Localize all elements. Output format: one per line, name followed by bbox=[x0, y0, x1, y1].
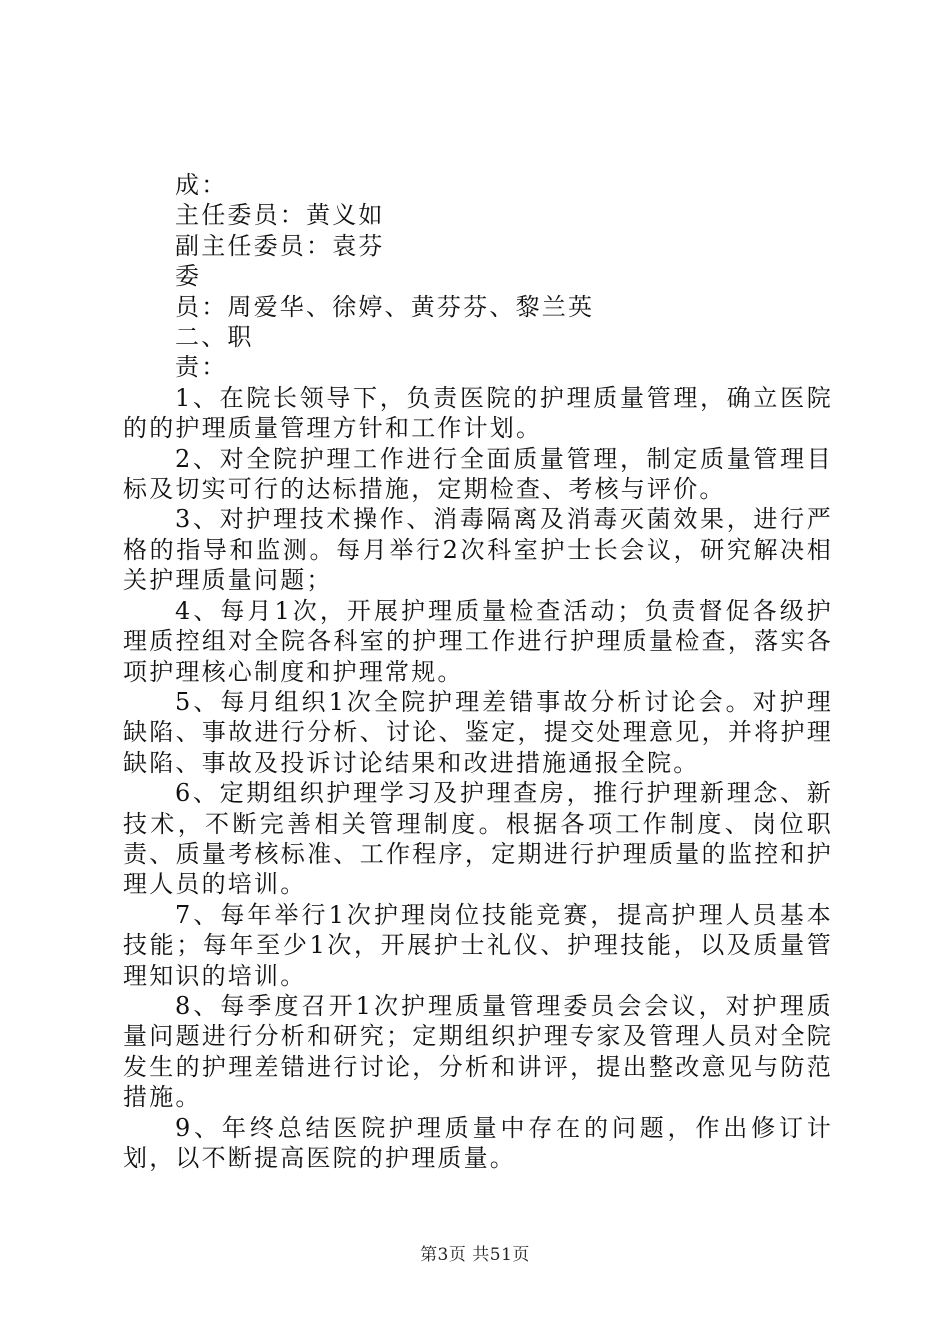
duty-paragraph: 9、年终总结医院护理质量中存在的问题，作出修订计划，以不断提高医院的护理质量。 bbox=[123, 1113, 833, 1172]
header-line: 副主任委员：袁芬 bbox=[175, 231, 385, 260]
header-line: 员：周爱华、徐婷、黄芬芬、黎兰英 bbox=[175, 292, 595, 321]
header-line: 主任委员：黄义如 bbox=[175, 201, 385, 230]
duty-paragraph: 7、每年举行1次护理岗位技能竞赛，提高护理人员基本技能；每年至少1次，开展护士礼仪、护理技能，以及质量管理知识的培训。 bbox=[123, 900, 833, 990]
duty-paragraph: 1、在院长领导下，负责医院的护理质量管理，确立医院的的护理质量管理方针和工作计划。 bbox=[123, 383, 833, 443]
duty-paragraph: 6、定期组织护理学习及护理查房，推行护理新理念、新技术，不断完善相关管理制度。根据各项工作制度、岗位职责、质量考核标准、工作程序，定期进行护理质量的监控和护理人员的培训。 bbox=[123, 779, 833, 899]
duty-paragraph: 4、每月1次，开展护理质量检查活动；负责督促各级护理质控组对全院各科室的护理工作进行护理质量检查，落实各项护理核心制度和护理常规。 bbox=[123, 596, 833, 686]
document-body bbox=[123, 170, 833, 1173]
duty-paragraph: 2、对全院护理工作进行全面质量管理，制定质量管理目标及切实可行的达标措施，定期检查、考核与评价。 bbox=[123, 444, 833, 504]
header-line: 委 bbox=[175, 262, 202, 291]
duty-paragraph: 5、每月组织1次全院护理差错事故分析讨论会。对护理缺陷、事故进行分析、讨论、鉴定，提交处理意见，并将护理缺陷、事故及投诉讨论结果和改进措施通报全院。 bbox=[123, 687, 833, 777]
header-line: 二、职 bbox=[175, 323, 254, 352]
header-line: 责： bbox=[175, 353, 228, 382]
page-number-footer: 第3页 共51页 bbox=[420, 1245, 530, 1265]
duty-paragraph: 3、对护理技术操作、消毒隔离及消毒灭菌效果，进行严格的指导和监测。每月举行2次科室护士长会议，研究解决相关护理质量问题； bbox=[123, 505, 833, 595]
header-line: 成： bbox=[175, 171, 228, 199]
duty-paragraph: 8、每季度召开1次护理质量管理委员会会议，对护理质量问题进行分析和研究；定期组织护理专家及管理人员对全院发生的护理差错进行讨论，分析和讲评，提出整改意见与防范措施。 bbox=[123, 991, 833, 1112]
